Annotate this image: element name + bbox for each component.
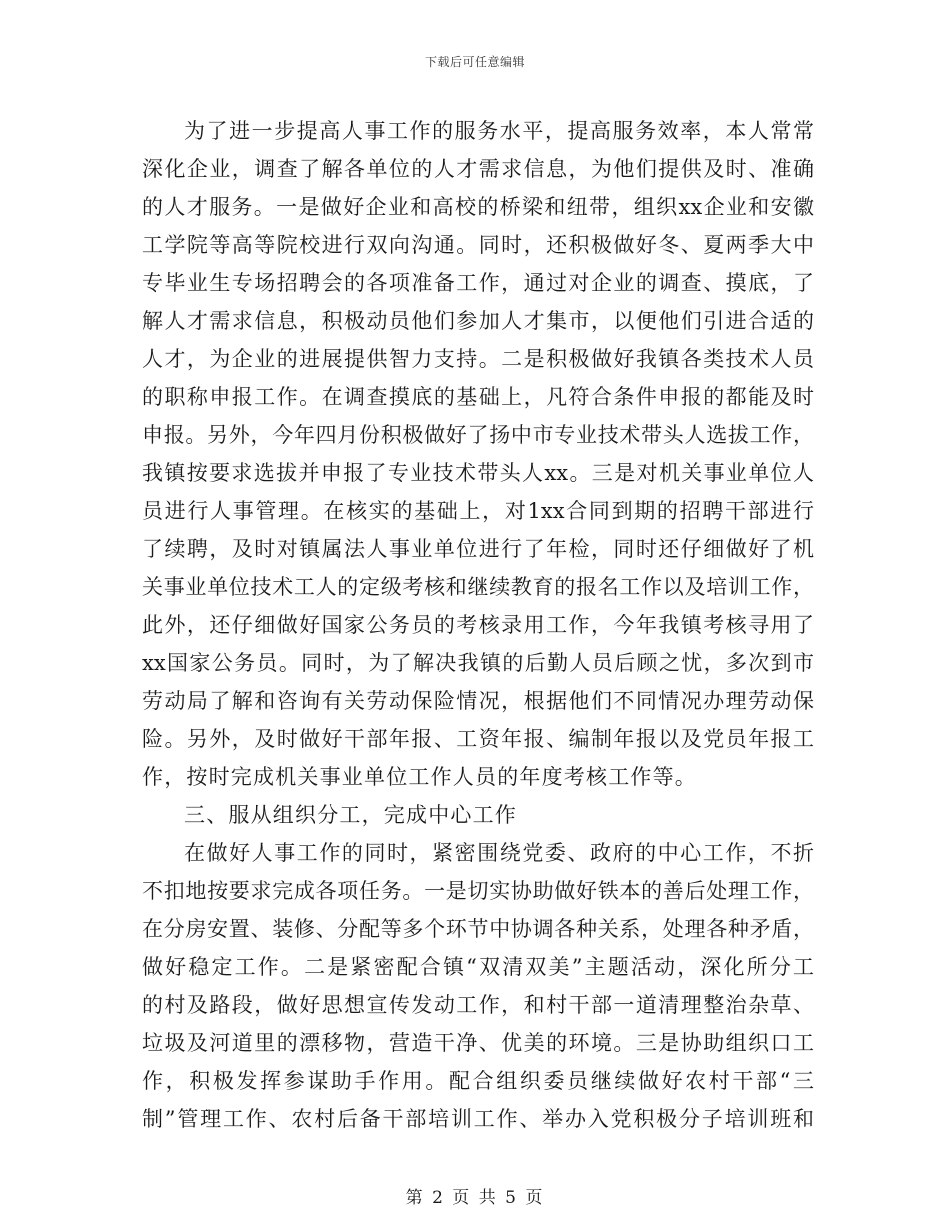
document-body <box>142 112 814 1138</box>
paragraph-line: 在做好人事工作的同时，紧密围绕党委、政府的中心工作，不折 <box>184 841 814 865</box>
paragraph-line: 解人才需求信息，积极动员他们参加人才集市，以便他们引进合适的 <box>142 309 814 333</box>
page-number: 第 2 页 共 5 页 <box>405 1188 545 1208</box>
paragraph-line: 工学院等高等院校进行双向沟通。同时，还积极做好冬、夏两季大中 <box>142 233 814 257</box>
paragraph-line: 垃圾及河道里的漂移物，营造干净、优美的环境。三是协助组织口工 <box>142 1031 814 1055</box>
paragraph-line: 在分房安置、装修、分配等多个环节中协调各种关系，处理各种矛盾， <box>142 917 814 941</box>
page-footer <box>0 1187 950 1209</box>
paragraph-line: 的村及路段，做好思想宣传发动工作，和村干部一道清理整治杂草、 <box>142 993 814 1017</box>
paragraph-line: 的职称申报工作。在调查摸底的基础上，凡符合条件申报的都能及时 <box>142 385 814 409</box>
paragraph-line: 了续聘，及时对镇属法人事业单位进行了年检，同时还仔细做好了机 <box>142 537 814 561</box>
page-header: 下载后可任意编辑 <box>424 55 525 69</box>
section-heading: 三、服从组织分工，完成中心工作 <box>184 803 517 827</box>
paragraph-line: xx国家公务员。同时，为了解决我镇的后勤人员后顾之忧，多次到市 <box>142 651 814 675</box>
paragraph-line: 关事业单位技术工人的定级考核和继续教育的报名工作以及培训工作， <box>142 575 814 599</box>
paragraph-line: 深化企业，调查了解各单位的人才需求信息，为他们提供及时、准确 <box>142 157 814 181</box>
paragraph-line: 劳动局了解和咨询有关劳动保险情况，根据他们不同情况办理劳动保 <box>142 689 814 713</box>
paragraph-line: 作，积极发挥参谋助手作用。配合组织委员继续做好农村干部“三 <box>142 1069 814 1093</box>
paragraph-line: 为了进一步提高人事工作的服务水平，提高服务效率，本人常常 <box>184 119 814 143</box>
paragraph-line: 的人才服务。一是做好企业和高校的桥梁和纽带，组织xx企业和安徽 <box>142 195 814 219</box>
paragraph-line: 人才，为企业的进展提供智力支持。二是积极做好我镇各类技术人员 <box>142 347 814 371</box>
paragraph-line: 不扣地按要求完成各项任务。一是切实协助做好铁本的善后处理工作， <box>142 879 814 903</box>
paragraph-line: 申报。另外，今年四月份积极做好了扬中市专业技术带头人选拔工作， <box>142 423 814 447</box>
paragraph-line: 险。另外，及时做好干部年报、工资年报、编制年报以及党员年报工 <box>142 727 814 751</box>
paragraph-line: 员进行人事管理。在核实的基础上，对1xx合同到期的招聘干部进行 <box>142 499 814 523</box>
paragraph-line: 我镇按要求选拔并申报了专业技术带头人xx。三是对机关事业单位人 <box>142 461 814 485</box>
paragraph-line: 作，按时完成机关事业单位工作人员的年度考核工作等。 <box>142 765 697 789</box>
paragraph-line: 做好稳定工作。二是紧密配合镇“双清双美”主题活动，深化所分工 <box>142 955 814 979</box>
paragraph-line: 制”管理工作、农村后备干部培训工作、举办入党积极分子培训班和 <box>142 1107 814 1131</box>
paragraph-line: 专毕业生专场招聘会的各项准备工作，通过对企业的调查、摸底，了 <box>142 271 814 295</box>
paragraph-line: 此外，还仔细做好国家公务员的考核录用工作，今年我镇考核寻用了 <box>142 613 814 637</box>
